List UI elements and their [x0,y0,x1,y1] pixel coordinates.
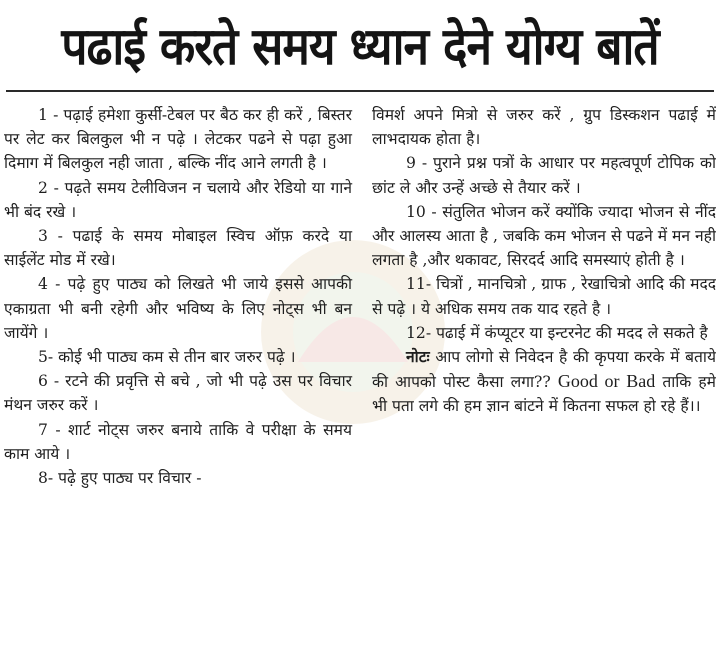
tip-8: 8- पढ़े हुए पाठ्य पर विचार - [38,469,202,488]
headline-rule [6,90,714,92]
tip-3: 3 - पढाई के समय मोबाइल स्विच ऑफ़ करदे या साईलेंट मोड में रखे। [4,227,352,270]
tip-6: 6 - रटने की प्रवृत्ति से बचे , जो भी पढ़े उस पर विचार मंथन जरुर करें । [4,372,352,415]
tip-11: 11- चित्रों , मानचित्रो , ग्राफ , रेखाचित्रो आदि की मदद से पढ़े । ये अधिक समय तक याद रहते है । [372,275,716,318]
headline: पढाई करते समय ध्यान देने योग्य बातें [61,15,659,77]
article-body [4,103,716,667]
tip-12: 12- पढाई में कंप्यूटर या इन्टरनेट की मदद ले सकते है [406,323,708,342]
tip-9: 9 - पुराने प्रश्न पत्रों के आधार पर महत्वपूर्ण टोपिक को छांट ले और उन्हें अच्छे से तैयार करें । [372,154,716,197]
tip-10: 10 - संतुलित भोजन करें क्योंकि ज्यादा भोजन से नींद और आलस्य आता है , जबकि कम भोजन से पढने में मन नही लगता है ,और थकावट, सिरदर्द आदि समस्याएं होती है । [372,202,716,270]
tip-4: 4 - पढ़े हुए पाठ्य को लिखते भी जाये इससे आपकी एकाग्रता भी बनी रहेगी और भविष्य के लिए नोट्स भी बन जायेंगे । [4,275,352,342]
tip-2: 2 - पढ़ते समय टेलीविजन न चलाये और रेडियो या गाने भी बंद रखे । [4,178,352,221]
tip-7: 7 - शार्ट नोट्स जरुर बनाये ताकि वे परीक्षा के समय काम आये । [4,420,352,463]
note-text: आप लोगो से निवेदन है की कृपया करके में बताये की आपको पोस्ट कैसा लगा?? [372,348,716,392]
note-end: ताकि हमे भी पता लगे की हम ज्ञान बांटने में कितना सफल हो रहे हैं।। [372,373,716,416]
note-latin: Good or Bad [557,371,656,392]
left-column [4,103,362,667]
note-paragraph [372,345,716,419]
tip-5: 5- कोई भी पाठ्य कम से तीन बार जरुर पढ़े । [38,348,296,367]
tip-8-continuation: विमर्श अपने मित्रो से जरुर करें , ग्रुप डिस्कशन पढाई में लाभदायक होता है। [372,106,716,149]
tip-1: 1 - पढ़ाई हमेशा कुर्सी-टेबल पर बैठ कर ही करें , बिस्तर पर लेट कर बिलकुल भी न पढ़े । लेटकर पढने से पढ़ा हुआ दिमाग में बिलकुल नही जाता , बल्कि नींद आने लगती है । [4,106,352,173]
note-label: नोटः [406,347,430,367]
right-column [362,103,716,667]
